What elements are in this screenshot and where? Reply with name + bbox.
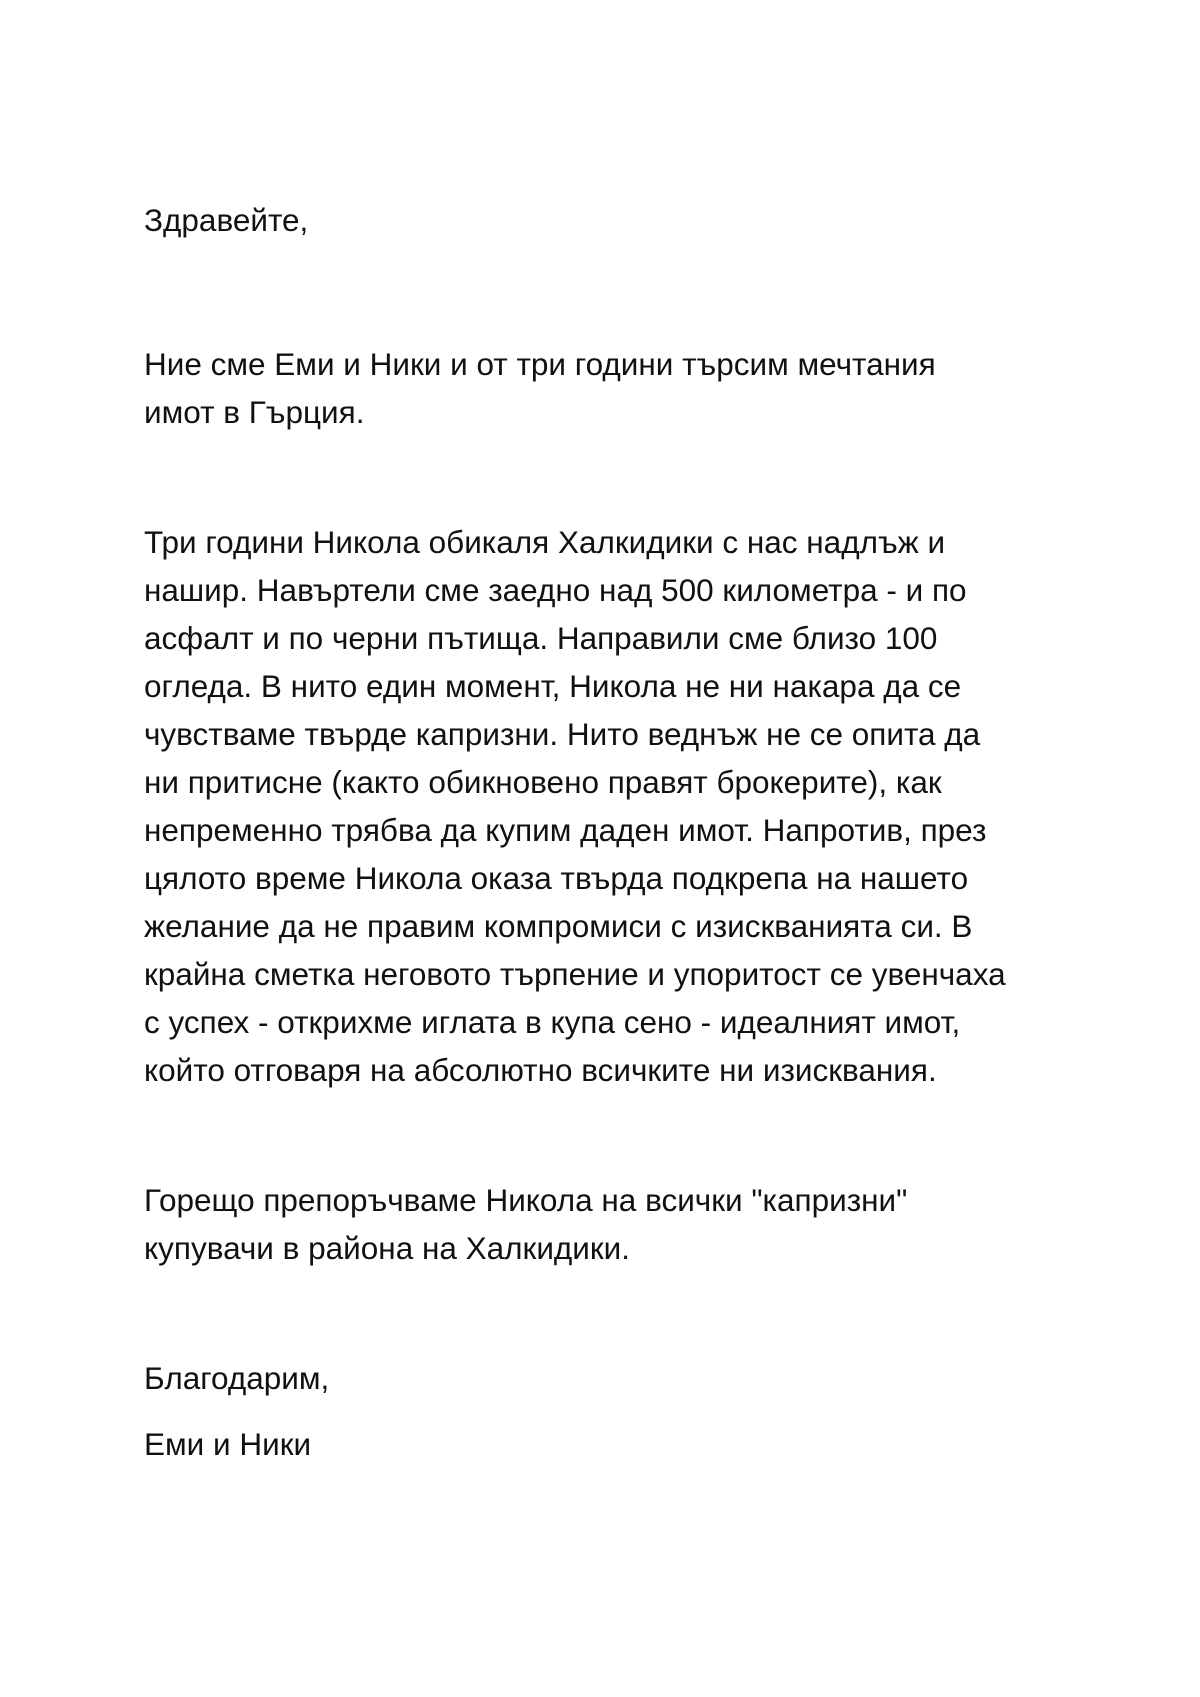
body-line: цялото време Никола оказа твърда подкрепа на нашето	[144, 860, 969, 896]
body-line: ни притисне (както обикновено правят брокерите), как	[144, 764, 942, 800]
intro-line: Ние сме Еми и Ники и от три години търсим мечтания	[144, 346, 936, 382]
closing-line: Благодарим,	[144, 1360, 330, 1396]
body-line: огледа. В нито един момент, Никола не ни накара да се	[144, 668, 962, 704]
letter-body	[144, 196, 1074, 1468]
main-paragraph	[144, 518, 1074, 1094]
body-line: нашир. Навъртели сме заедно над 500 километра - и по	[144, 572, 967, 608]
recommendation-line: купувачи в района на Халкидики.	[144, 1230, 631, 1266]
intro-line: имот в Гърция.	[144, 394, 365, 430]
body-line: Три години Никола обикаля Халкидики с нас надлъж и	[144, 524, 946, 560]
body-line: непременно трябва да купим даден имот. Напротив, през	[144, 812, 987, 848]
intro-paragraph	[144, 340, 1074, 436]
body-line: крайна сметка неговото търпение и упоритост се увенчаха	[144, 956, 1006, 992]
greeting	[144, 196, 1074, 244]
closing	[144, 1354, 1074, 1402]
body-line: асфалт и по черни пътища. Направили сме близо 100	[144, 620, 938, 656]
recommendation-paragraph	[144, 1176, 1074, 1272]
body-line: с успех - открихме иглата в купа сено - идеалният имот,	[144, 1004, 961, 1040]
body-line: желание да не правим компромиси с изискванията си. В	[144, 908, 973, 944]
signature	[144, 1420, 1074, 1468]
body-line: чувстваме твърде капризни. Нито веднъж не се опита да	[144, 716, 981, 752]
body-line: който отговаря на абсолютно всичките ни изисквания.	[144, 1052, 937, 1088]
recommendation-line: Горещо препоръчваме Никола на всички "капризни"	[144, 1182, 908, 1218]
greeting-line: Здравейте,	[144, 202, 309, 238]
signature-line: Еми и Ники	[144, 1426, 312, 1462]
